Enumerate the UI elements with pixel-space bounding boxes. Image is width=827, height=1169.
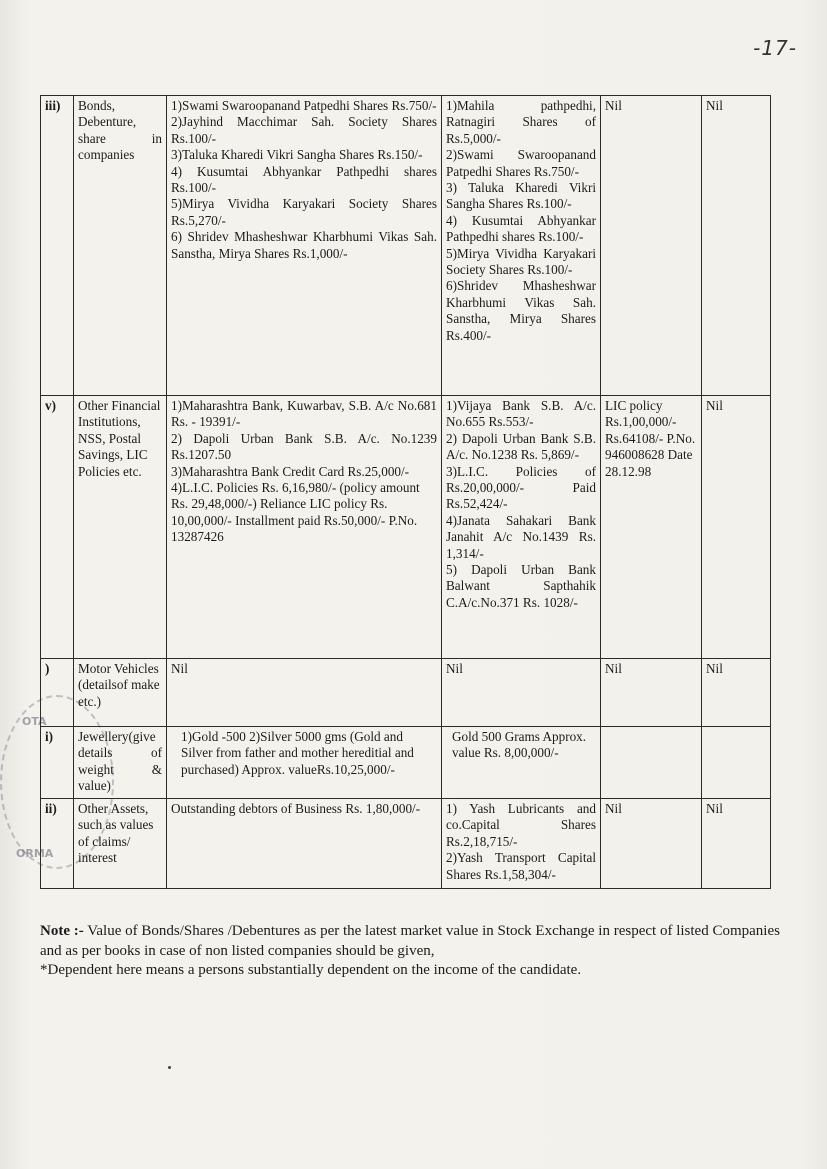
dependent-1-holdings: Nil: [601, 799, 702, 889]
holding-item: 3)L.I.C. Policies of Rs.20,00,000/- Paid Rs.52,424/-: [446, 463, 596, 512]
spouse-holdings: [442, 727, 601, 799]
holding-item: 1)Mahila pathpedhi, Ratnagiri Shares of Rs.5,000/-: [446, 98, 596, 146]
self-holdings: [167, 96, 442, 396]
table-row: [41, 396, 771, 659]
ink-dot: [168, 1066, 171, 1069]
holding-item: 2) Dapoli Urban Bank S.B. A/c. No.1239 Rs.1207.50: [171, 430, 437, 463]
row-number: i): [41, 727, 74, 799]
table-row: [41, 727, 771, 799]
spouse-holdings: [442, 799, 601, 889]
holding-item: 2) Dapoli Urban Bank S.B. A/c. No.1238 Rs. 5,869/-: [446, 430, 596, 463]
asset-description: Motor Vehicles (detailsof make etc.): [74, 659, 167, 727]
holding-item: Nil: [446, 661, 463, 676]
holding-item: 3) Taluka Kharedi Vikri Sangha Shares Rs.100/-: [446, 180, 596, 212]
note-text: Value of Bonds/Shares /Debentures as per the latest market value in Stock Exchange in respect of listed Companies and as per books in case of non listed companies should be given,: [40, 923, 780, 959]
dependent-2-holdings: Nil: [702, 659, 771, 727]
official-stamp: OTA ORMA: [0, 695, 114, 869]
holding-item: 5)Mirya Vividha Karyakari Society Shares Rs.100/-: [446, 245, 596, 278]
holding-item: 5)Mirya Vividha Karyakari Society Shares Rs.5,270/-: [171, 196, 437, 228]
dependent-2-holdings: [702, 727, 771, 799]
dependent-2-holdings: Nil: [702, 799, 771, 889]
table-row: [41, 659, 771, 727]
asset-description: Jewellery(give details of weight & value): [74, 727, 167, 799]
spouse-holdings: [442, 659, 601, 727]
holding-item: 1)Vijaya Bank S.B. A/c. No.655 Rs.553/-: [446, 398, 596, 430]
holding-item: 4) Kusumtai Abhyankar Pathpedhi shares Rs.100/-: [446, 212, 596, 245]
dependent-1-holdings: LIC policy Rs.1,00,000/- Rs.64108/- P.No. 946008628 Date 28.12.98: [601, 396, 702, 659]
holding-item: 4)L.I.C. Policies Rs. 6,16,980/- (policy amount Rs. 29,48,000/-) Reliance LIC policy Rs. 10,00,000/- Installment paid Rs.50,000/- P.No. 13287426: [171, 480, 420, 545]
dependent-1-holdings: Nil: [601, 96, 702, 396]
dependent-2-holdings: Nil: [702, 96, 771, 396]
holding-item: 1)Maharashtra Bank, Kuwarbav, S.B. A/c No.681 Rs. - 19391/-: [171, 398, 437, 430]
holding-item: Gold 500 Grams Approx. value Rs. 8,00,000/-: [452, 729, 587, 761]
spouse-holdings: [442, 96, 601, 396]
assets-table: [40, 95, 771, 889]
note-label: Note :-: [40, 923, 84, 939]
self-holdings: [167, 727, 442, 799]
holding-item: Outstanding debtors of Business Rs. 1,80,000/-: [171, 801, 421, 816]
holding-item: 2)Jayhind Macchimar Sah. Society Shares Rs.100/-: [171, 114, 437, 146]
dependent-2-holdings: Nil: [702, 396, 771, 659]
self-holdings: [167, 799, 442, 889]
row-number: v): [41, 396, 74, 659]
holding-item: 3)Maharashtra Bank Credit Card Rs.25,000/-: [171, 463, 410, 479]
dependent-1-holdings: Nil: [601, 659, 702, 727]
row-number: iii): [41, 96, 74, 396]
self-holdings: [167, 396, 442, 659]
holding-item: Nil: [171, 661, 188, 676]
holding-item: 1) Yash Lubricants and co.Capital Shares Rs.2,18,715/-: [446, 801, 596, 849]
table-row: [41, 96, 771, 396]
holding-item: 3)Taluka Kharedi Vikri Sangha Shares Rs.150/-: [171, 147, 423, 163]
footnote: [40, 922, 780, 981]
holding-item: 1)Swami Swaroopanand Patpedhi Shares Rs.750/-: [171, 98, 437, 113]
holding-item: 2)Swami Swaroopanand Patpedhi Shares Rs.750/-: [446, 147, 596, 179]
holding-item: 1)Gold -500 2)Silver 5000 gms (Gold and Silver from father and mother hereditial and purchased) Approx. valueRs.10,25,000/-: [181, 729, 414, 777]
holding-item: 6)Shridev Mhasheshwar Kharbhumi Vikas Sah. Sanstha, Mirya Shares Rs.400/-: [446, 278, 596, 343]
table-row: [41, 799, 771, 889]
holding-item: 2)Yash Transport Capital Shares Rs.1,58,304/-: [446, 850, 596, 882]
spouse-holdings: [442, 396, 601, 659]
asset-description: Other Financial Institutions, NSS, Postal Savings, LIC Policies etc.: [74, 396, 167, 659]
holding-item: 4)Janata Sahakari Bank Janahit A/c No.1439 Rs. 1,314/-: [446, 512, 596, 561]
row-number: ii): [41, 799, 74, 889]
row-number: ): [41, 659, 74, 727]
holding-item: 4) Kusumtai Abhyankar Pathpedhi shares Rs.100/-: [171, 163, 437, 196]
dependent-1-holdings: [601, 727, 702, 799]
dependent-note: *Dependent here means a persons substantially dependent on the income of the candidate.: [40, 962, 582, 978]
asset-description: Other Assets, such as values of claims/ interest: [74, 799, 167, 889]
self-holdings: [167, 659, 442, 727]
asset-description: Bonds, Debenture, share in companies: [74, 96, 167, 396]
holding-item: 6) Shridev Mhasheshwar Kharbhumi Vikas Sah. Sanstha, Mirya Shares Rs.1,000/-: [171, 229, 437, 261]
holding-item: 5) Dapoli Urban Bank Balwant Sapthahik C.A/c.No.371 Rs. 1028/-: [446, 562, 596, 610]
page-number: -17-: [753, 36, 797, 60]
